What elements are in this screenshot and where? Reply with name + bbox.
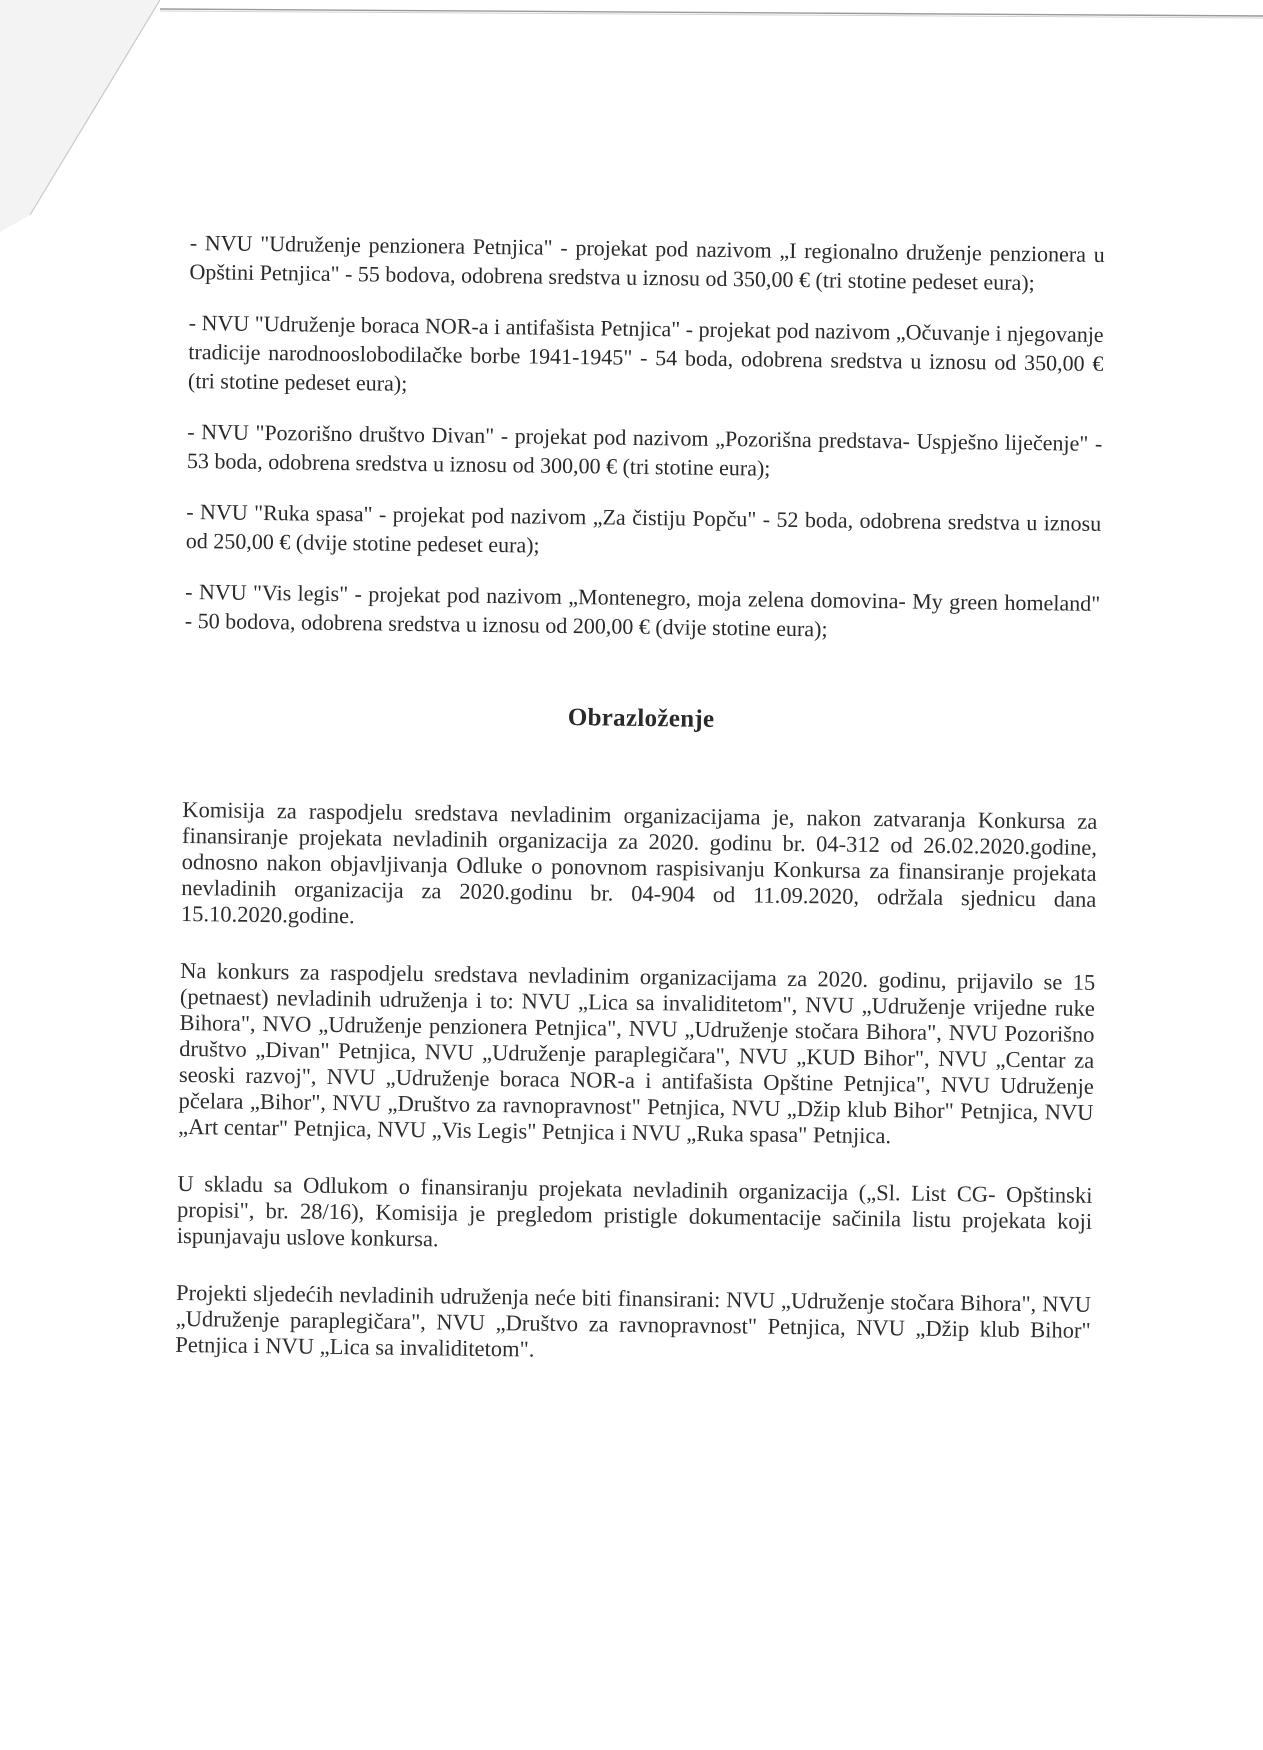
list-item: - NVU "Udruženje boraca NOR-a i antifašista Petnjica" - projekat pod nazivom „Očuvanje i njegovanje tradicije narodnooslobodilačke borbe 1941-1945" - 54 boda, odobrena sredstva u iznosu od 350,00 € (tri stotine pedeset eura); bbox=[187, 309, 1104, 396]
list-item: - NVU "Vis legis" - projekat pod nazivom „Montenegro, moja zelena domovina- My green homeland" - 50 bodova, odobrena sredstva u iznosu od 200,00 € (dvije stotine eura); bbox=[184, 578, 1101, 642]
awarded-projects-list bbox=[185, 228, 1105, 647]
paragraph: Na konkurs za raspodjelu sredstava nevladinim organizacijama za 2020. godinu, prijavilo se 15 (petnaest) nevladinih udruženja i to: NVU „Lica sa invaliditetom", NVU „Udruženje vrijedne ruke Bihora", NVO „Udruženje penzionera Petnjica", NVU „Udruženje stočara Bihora", NVU Pozorišno društvo „Divan" Petnjica, NVU „Udruženje paraplegičara", NVU „KUD Bihor", NVU „Centar za seoski razvoj", NVU „Udruženje boraca NOR-a i antifašista Opštine Petnjica", NVU Udruženje pčelara „Bihor", NVU „Društvo za ravnopravnost" Petnjica, NVU „Džip klub Bihor" Petnjica, NVU „Art centar" Petnjica, NVU „Vis Legis" Petnjica i NVU „Ruka spasa" Petnjica. bbox=[178, 957, 1096, 1149]
section-heading: Obrazloženje bbox=[567, 703, 715, 733]
list-item: - NVU "Ruka spasa" - projekat pod nazivom „Za čistiju Popču" - 52 boda, odobrena sredstva u iznosu od 250,00 € (dvije stotine pedeset eura); bbox=[185, 498, 1102, 558]
paragraph: Projekti sljedećih nevladinih udruženja neće biti finansirani: NVU „Udruženje stočara Bihora", NVU „Udruženje paraplegičara", NVU „Društvo za ravnopravnost" Petnjica, NVU „Džip klub Bihor" Petnjica i NVU „Lica sa invaliditetom". bbox=[175, 1279, 1092, 1362]
list-item: - NVU "Pozorišno društvo Divan" - projekat pod nazivom „Pozorišna predstava- Uspješno liječenje" - 53 boda, odobrena sredstva u iznosu od 300,00 € (tri stotine eura); bbox=[186, 418, 1103, 481]
explanation-body bbox=[175, 797, 1097, 1370]
list-item: - NVU "Udruženje penzionera Petnjica" - projekat pod nazivom „I regionalno druženje penzionera u Opštini Petnjica" - 55 bodova, odobrena sredstva u iznosu od 350,00 € (tri stotine pedeset eura); bbox=[189, 229, 1105, 296]
document-content bbox=[175, 228, 1105, 1401]
paragraph: U skladu sa Odlukom o finansiranju projekata nevladinih organizacija („Sl. List CG- Opštinski propisi", br. 28/16), Komisija je pregledom pristigle dokumentacije sačinila listu projekata koji ispunjavaju uslove konkursa. bbox=[176, 1170, 1093, 1252]
paragraph: Komisija za raspodjelu sredstava nevladinim organizacijama je, nakon zatvaranja Konkursa za finansiranje projekata nevladinih organizacija za 2020. godinu br. 04-312 od 26.02.2020.godine, odnosno nakon objavljivanja Odluke o ponovnom raspisivanju Konkursa za finansiranje projekata nevladinih organizacija za 2020.godinu br. 04-904 od 11.09.2020, održala sjednicu dana 15.10.2020.godine. bbox=[180, 796, 1098, 929]
scan-fold-artifact bbox=[0, 0, 1263, 240]
